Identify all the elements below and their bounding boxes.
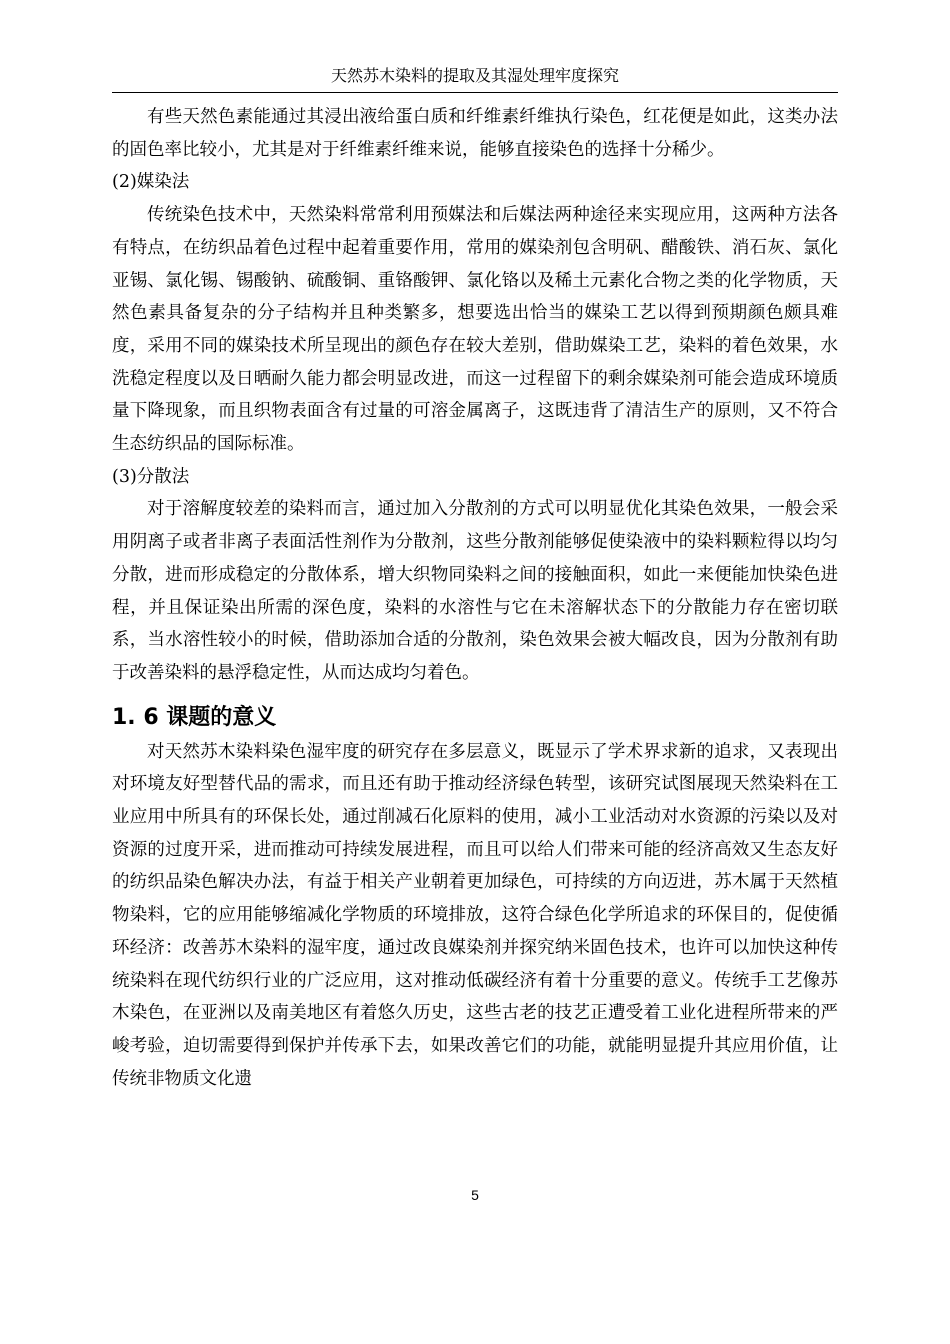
- running-header: 天然苏木染料的提取及其湿处理牢度探究: [330, 66, 619, 85]
- paragraph-dispersion-method: 对于溶解度较差的染料而言，通过加入分散剂的方式可以明显优化其染色效果，一般会采用阴离子或者非离子表面活性剂作为分散剂，这些分散剂能够促使染液中的染料颗粒得以均匀分散，进而形成稳定的分散体系，增大织物同染料之间的接触面积，如此一来便能加快染色进程，并且保证染出所需的深色度，染料的水溶性与它在未溶解状态下的分散能力存在密切联系，当水溶性较小的时候，借助添加合适的分散剂，染色效果会被大幅改良，因为分散剂有助于改善染料的悬浮稳定性，从而达成均匀着色。: [112, 499, 838, 683]
- page-number: 5: [471, 1187, 479, 1203]
- subheading-mordant-method: (2)媒染法: [112, 172, 190, 193]
- paragraph-mordant-method: 传统染色技术中，天然染料常常利用预媒法和后媒法两种途径来实现应用，这两种方法各有特点，在纺织品着色过程中起着重要作用，常用的媒染剂包含明矾、醋酸铁、消石灰、氯化亚锡、氯化锡、锡酸钠、硫酸铜、重铬酸钾、氯化铬以及稀土元素化合物之类的化学物质，天然色素具备复杂的分子结构并且种类繁多，想要选出恰当的媒染工艺以得到预期颜色颇具难度，采用不同的媒染技术所呈现出的颜色存在较大差别，借助媒染工艺，染料的着色效果，水洗稳定程度以及日晒耐久能力都会明显改进，而这一过程留下的剩余媒染剂可能会造成环境质量下降现象，而且织物表面含有过量的可溶金属离子，这既违背了清洁生产的原则，又不符合生态纺织品的国际标准。: [112, 205, 838, 455]
- document-body: [112, 101, 838, 1095]
- header-divider: [112, 92, 838, 93]
- paragraph-significance: 对天然苏木染料染色湿牢度的研究存在多层意义，既显示了学术界求新的追求，又表现出对环境友好型替代品的需求，而且还有助于推动经济绿色转型，该研究试图展现天然染料在工业应用中所具有的环保长处，通过削减石化原料的使用，减小工业活动对水资源的污染以及对资源的过度开采，进而推动可持续发展进程，而且可以给人们带来可能的经济高效又生态友好的纺织品染色解决办法，有益于相关产业朝着更加绿色，可持续的方向迈进，苏木属于天然植物染料，它的应用能够缩减化学物质的环境排放，这符合绿色化学所追求的环保目的，促使循环经济：改善苏木染料的湿牢度，通过改良媒染剂并探究纳米固色技术，也许可以加快这种传统染料在现代纺织行业的广泛应用，这对推动低碳经济有着十分重要的意义。传统手工艺像苏木染色，在亚洲以及南美地区有着悠久历史，这些古老的技艺正遭受着工业化进程所带来的严峻考验，迫切需要得到保护并传承下去，如果改善它们的功能，就能明显提升其应用价值，让传统非物质文化遗: [112, 741, 838, 1089]
- section-title-significance: 1. 6 课题的意义: [112, 704, 277, 730]
- subheading-dispersion-method: (3)分散法: [112, 466, 190, 487]
- paragraph-direct-dyeing: 有些天然色素能通过其浸出液给蛋白质和纤维素纤维执行染色，红花便是如此，这类办法的固色率比较小，尤其是对于纤维素纤维来说，能够直接染色的选择十分稀少。: [112, 107, 838, 160]
